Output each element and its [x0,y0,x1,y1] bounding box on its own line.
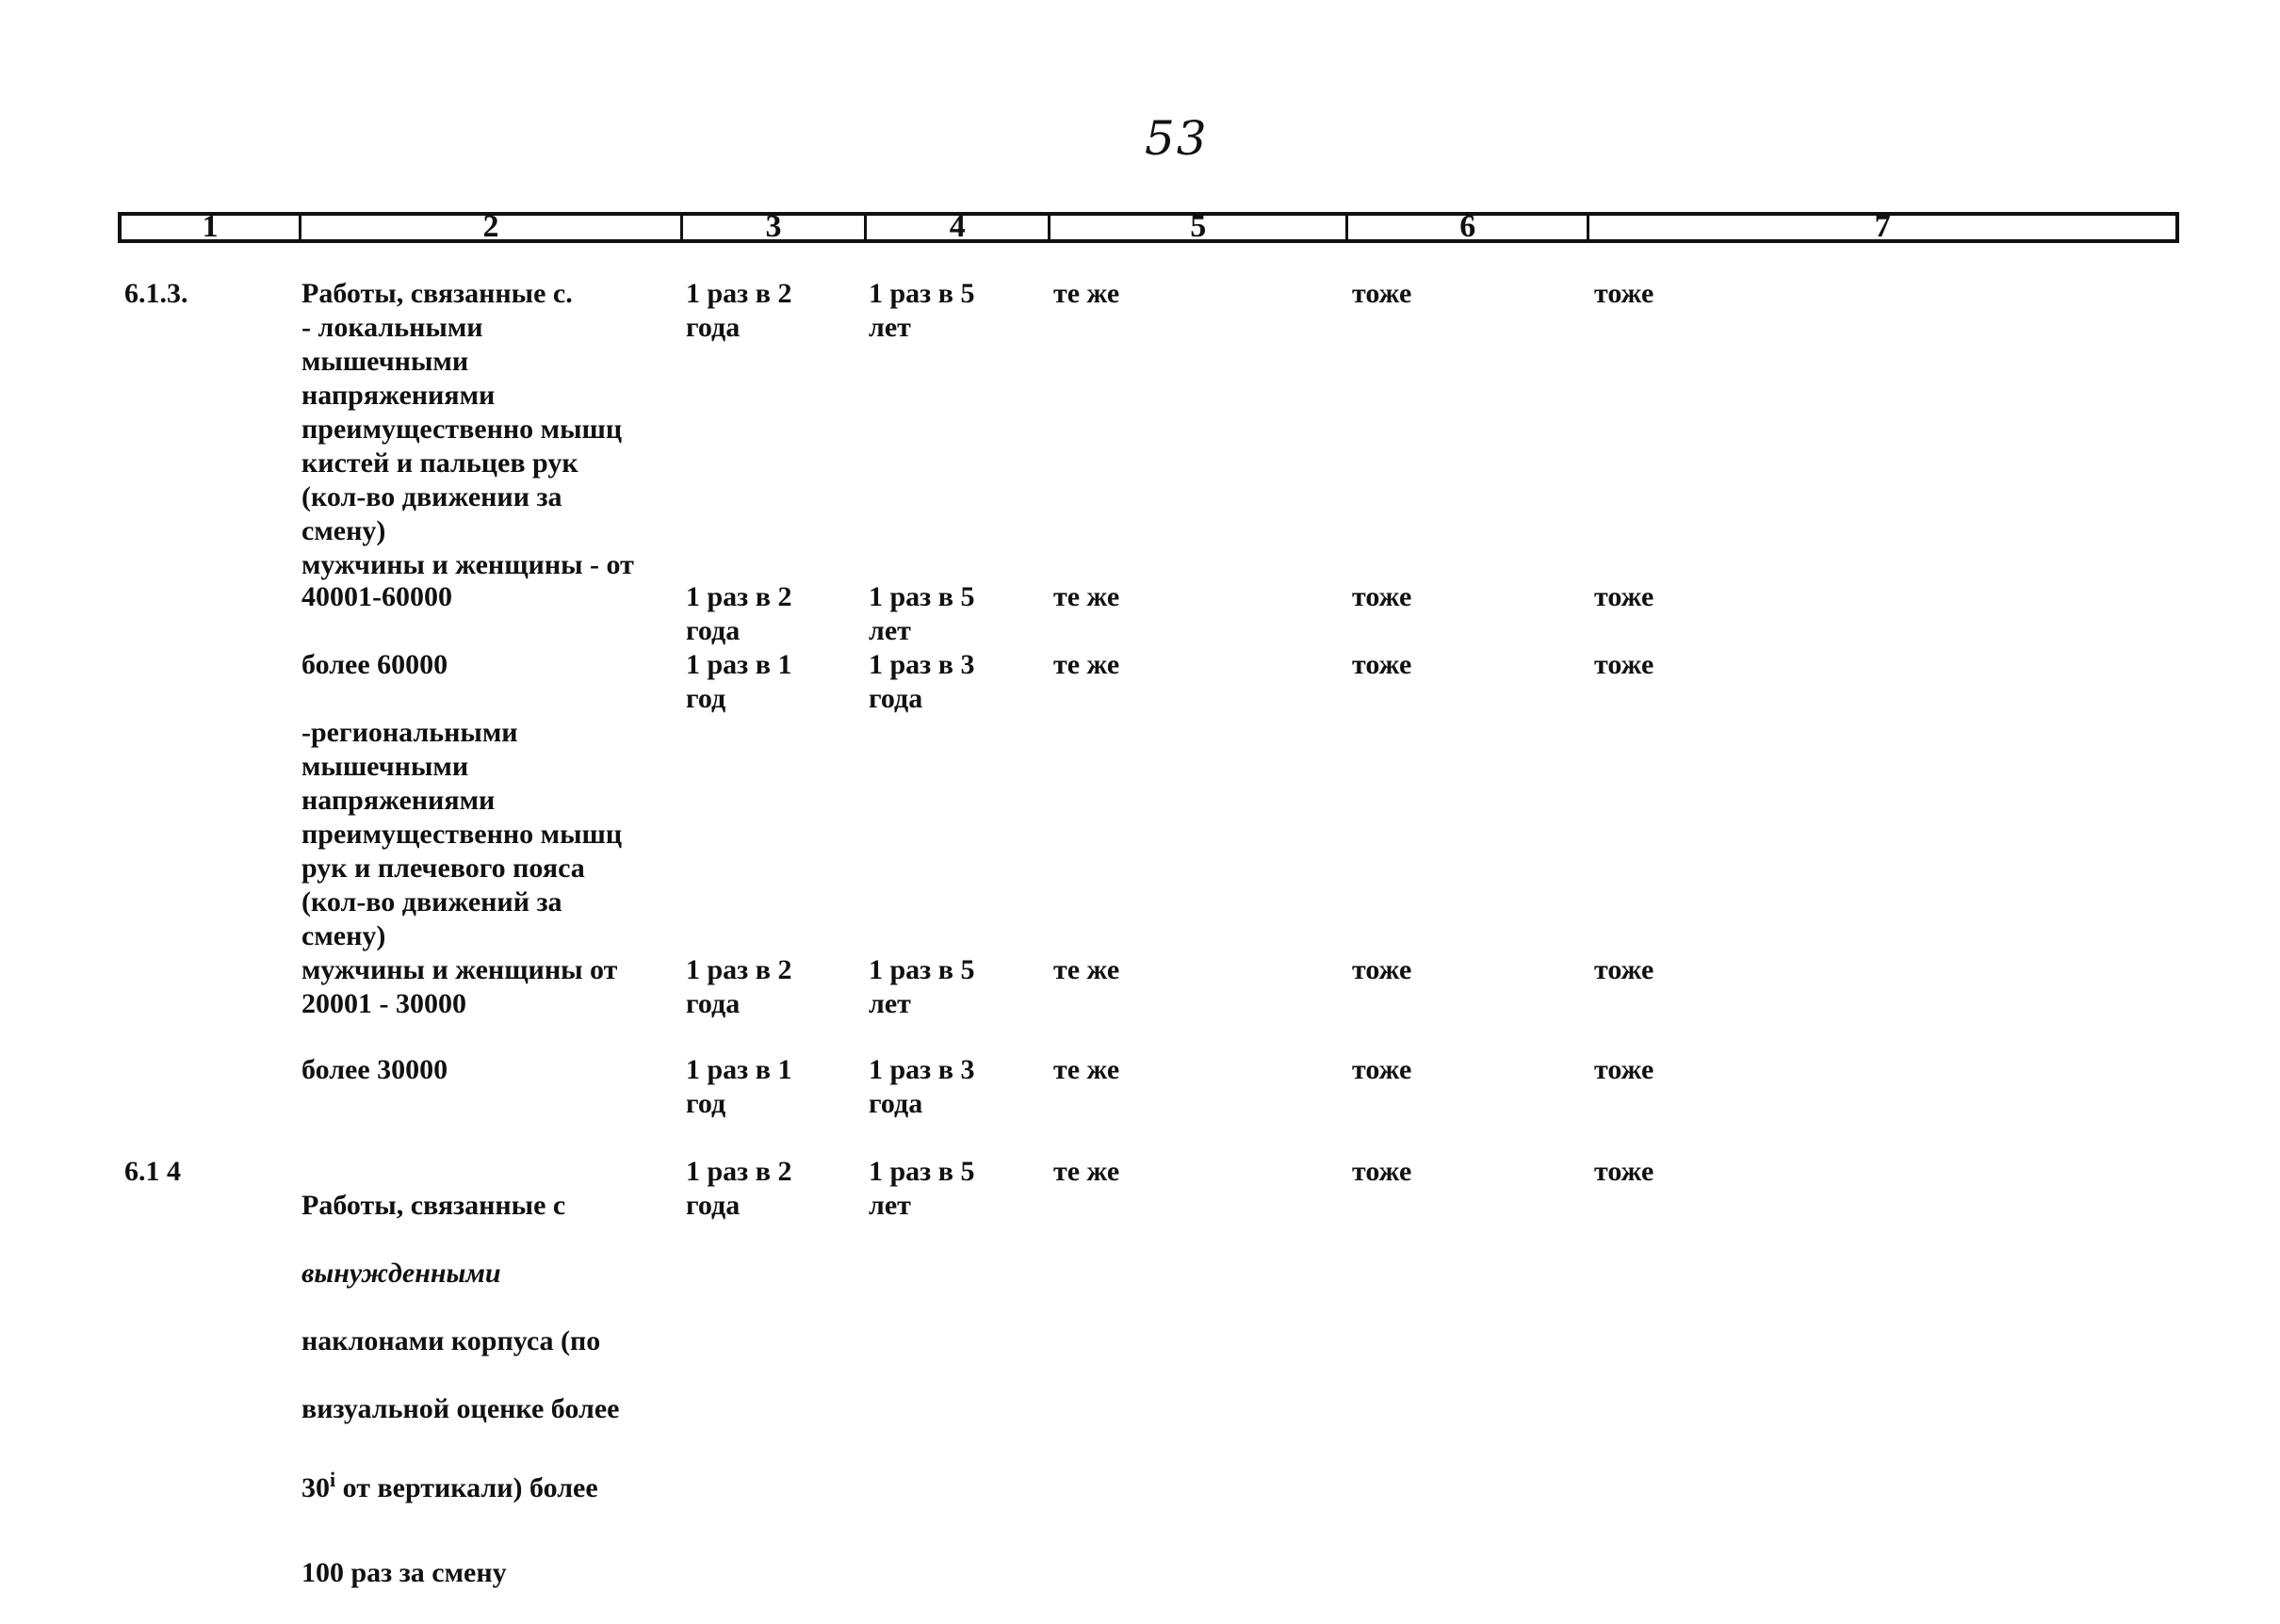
row-description-line: визуальной оценке более [301,1393,620,1424]
row-col5: те же [1053,278,1120,309]
row-frequency-col4: 1 раз в 5 лет [869,581,975,646]
row-description [301,1155,678,1624]
degree-value: 30 [301,1472,330,1503]
row-description-line [301,1468,678,1505]
row-col6: тоже [1352,954,1412,985]
row-frequency-col3: 1 раз в 2 года [686,278,792,343]
row-col5: те же [1053,581,1120,612]
row-frequency-col4: 1 раз в 3 года [869,649,975,714]
row-frequency-col4: 1 раз в 5 лет [869,278,975,343]
row-col6: тоже [1352,278,1412,309]
header-cell-3: 3 [683,216,867,239]
row-number: 6.1 4 [124,1156,181,1187]
header-cell-1: 1 [122,216,301,239]
row-description: более 60000 [301,649,448,680]
degree-mark: i [330,1468,336,1491]
row-description: 40001-60000 [301,581,452,612]
row-col7: тоже [1594,278,1654,309]
row-col7: тоже [1594,1156,1654,1187]
degree-suffix: от вертикали) более [335,1472,598,1503]
header-cell-6: 6 [1348,216,1589,239]
header-cell-2: 2 [301,216,683,239]
header-cell-5: 5 [1050,216,1348,239]
row-description-line: 100 раз за смену [301,1557,507,1588]
row-description: более 30000 [301,1054,448,1085]
row-col5: те же [1053,954,1120,985]
row-description-line: наклонами корпуса (по [301,1325,601,1356]
header-cell-7: 7 [1874,209,1891,244]
row-col7: тоже [1594,649,1654,680]
row-number: 6.1.3. [124,278,188,309]
row-col7: тоже [1594,1054,1654,1085]
page-number: 53 [1145,111,1209,166]
row-frequency-col4: 1 раз в 5 лет [869,954,975,1019]
row-col5: те же [1053,649,1120,680]
row-col6: тоже [1352,1156,1412,1187]
row-description: Работы, связанные с. - локальными мышечными напряжениями преимущественно мышц кистей и пальцев рук (кол-во движении за смену) мужчины и женщины - от [301,278,634,580]
row-col5: те же [1053,1054,1120,1085]
row-col7: тоже [1594,954,1654,985]
row-frequency-col3: 1 раз в 2 года [686,1156,792,1221]
row-frequency-col3: 1 раз в 1 год [686,649,792,714]
row-description: -региональными мышечными напряжениями преимущественно мышц рук и плечевого пояса (кол-во движений за смену) мужчины и женщины от 20001 - 30000 [301,717,623,1019]
row-col7: тоже [1594,581,1654,612]
row-frequency-col4: 1 раз в 5 лет [869,1156,975,1221]
row-col6: тоже [1352,649,1412,680]
table-header-row [118,209,2179,244]
row-frequency-col3: 1 раз в 1 год [686,1054,792,1119]
row-description-line: вынужденными [301,1258,501,1289]
row-frequency-col3: 1 раз в 2 года [686,954,792,1019]
row-col6: тоже [1352,1054,1412,1085]
row-description-line: Работы, связанные с [301,1190,566,1221]
row-frequency-col4: 1 раз в 3 года [869,1054,975,1119]
header-cell-4: 4 [867,216,1050,239]
row-col5: те же [1053,1156,1120,1187]
row-col6: тоже [1352,581,1412,612]
row-frequency-col3: 1 раз в 2 года [686,581,792,646]
